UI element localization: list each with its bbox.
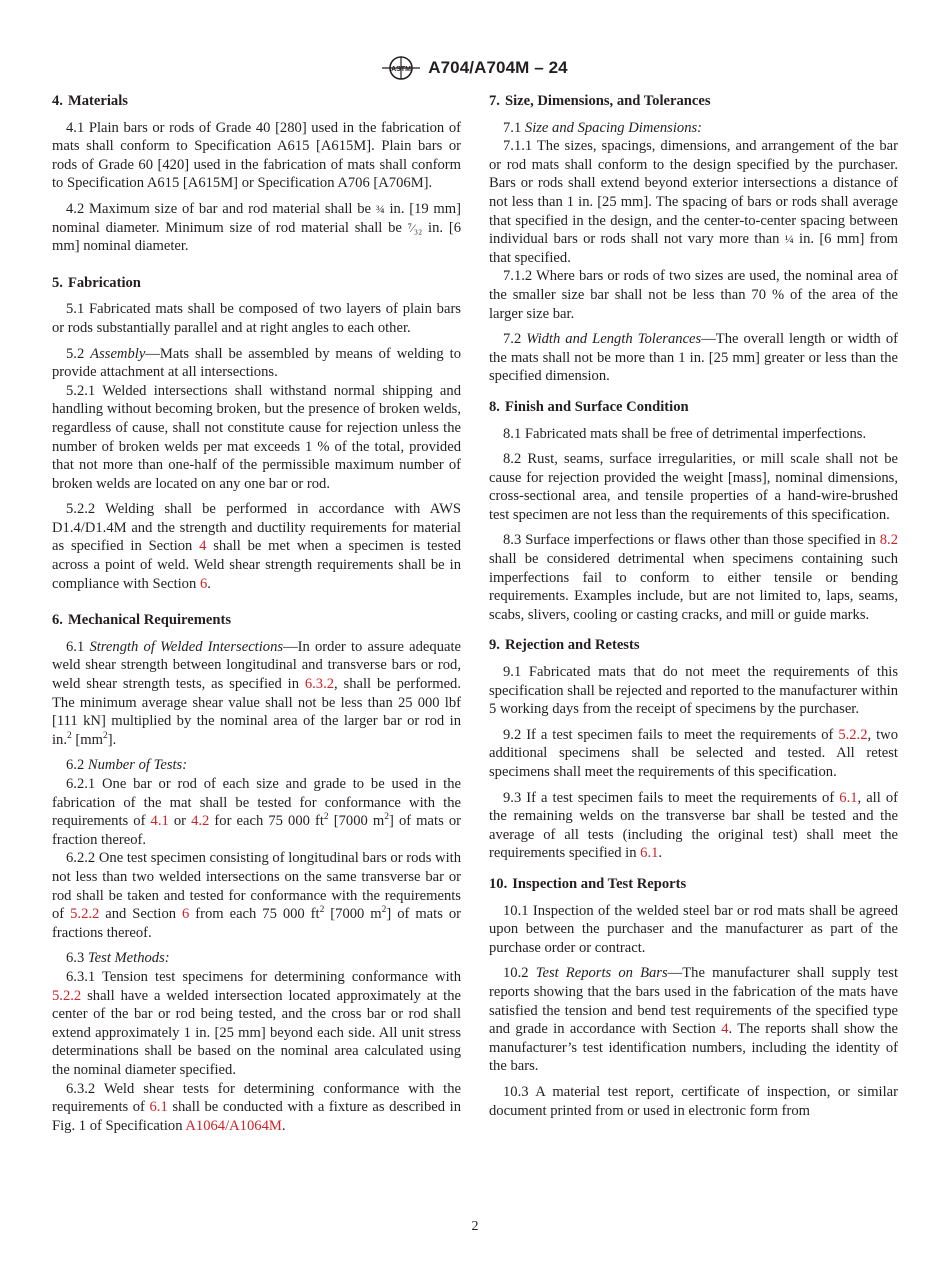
text-run: 10.2	[503, 965, 536, 982]
paragraph-10-2	[489, 964, 898, 1076]
paragraph-4-2	[52, 200, 461, 256]
text-run: 6.2	[66, 757, 88, 774]
superscript: 2	[102, 730, 108, 741]
section-6	[52, 611, 461, 1135]
paragraph-5-2	[52, 345, 461, 382]
superscript: 2	[384, 812, 389, 823]
fraction: ¼	[784, 232, 794, 247]
italic-term: Width and Length Tolerances	[526, 331, 702, 348]
section-link[interactable]: 4.1	[150, 813, 169, 830]
section-title: Fabrication	[67, 274, 141, 291]
paragraph-9-1: 9.1 Fabricated mats that do not meet the requirements of this specification shall be rejected and reported to the manufacturer within 5 working days from the receipt of specimens by the purchaser.	[489, 664, 898, 718]
header-inner	[382, 56, 567, 80]
superscript: 2	[323, 812, 329, 823]
paragraph-5-2-2	[52, 500, 461, 593]
paragraph-8-2: 8.2 Rust, seams, surface irregularities, or mill scale shall not be cause for rejection provided the weight [mass], nominal dimensions, cross-sectional area, and tensile properties of a hand-wire-brushed test specimen are not less than the requirements of this specification.	[489, 451, 898, 523]
text-run: for each 75 000 ft	[209, 813, 324, 830]
paragraph-6-3-1	[52, 968, 461, 1080]
paragraph-10-3: 10.3 A material test report, certificate of inspection, or similar document printed from or used in electronic form from	[489, 1083, 898, 1119]
paragraph-6-2-1	[52, 775, 461, 849]
text-run: 6.2.1 One bar or rod of each size and grade to be used in the fabrication of the mat shall be tested for conformance with the requirements of	[52, 776, 461, 830]
section-title: Size, Dimensions, and Tolerances	[504, 93, 711, 109]
text-run: in. [6 mm] nominal diameter.	[52, 219, 461, 255]
paragraph-7-1	[489, 119, 898, 138]
section-title: Rejection and Retests	[504, 637, 640, 654]
text-run: —The overall length or width of the mats shall not be more than 1 in. [25 mm] greater or less than the specified dimension.	[489, 331, 898, 385]
paragraph-4-1: 4.1 Plain bars or rods of Grade 40 [280] used in the fabrication of mats shall conform to Specification A615 [A615M]. Plain bars or rods of Grade 60 [420] used in the fabrication of mats shall conform to Specification A615 [A615M] or Specification A706 [A706M].	[52, 119, 461, 192]
section-9	[489, 636, 898, 863]
section-heading	[52, 611, 461, 630]
section-link[interactable]: 4	[721, 1021, 729, 1038]
italic-term: Assembly	[90, 345, 146, 362]
section-link[interactable]: 6.1	[149, 1099, 168, 1116]
page-number: 2	[471, 1219, 479, 1234]
section-7	[489, 92, 898, 386]
section-link[interactable]: 5.2.2	[52, 987, 82, 1004]
superscript: 2	[319, 905, 325, 916]
text-run: 5.2.2 Welding shall be performed in accordance with AWS D1.4/D1.4M and the strength and ductility requirements for material as specified in Section	[52, 501, 461, 555]
text-run: 7.1.1 The sizes, spacings, dimensions, and arrangement of the bar or rod mats shall conform to the design specified by the purchaser. Bars or rods shall extend beyond exterior intersections a distance of not less than 1 in. [25 mm]. The spacing of bars or rods shall average that specified in the design, and the center-to-center spacing between individual bars or rods shall not vary more than	[489, 138, 898, 248]
italic-term: Size and Spacing Dimensions:	[524, 119, 703, 136]
paragraph-8-3	[489, 531, 898, 624]
text-run: 4.2 Maximum size of bar and rod material shall be	[66, 200, 376, 217]
paragraph-10-1: 10.1 Inspection of the welded steel bar or rod mats shall be agreed upon between the purchaser and the manufacturer as part of the purchase order or contract.	[489, 902, 898, 956]
paragraph-5-1: 5.1 Fabricated mats shall be composed of two layers of plain bars or rods substantially parallel and at right angles to each other.	[52, 301, 461, 336]
text-run: .	[281, 1117, 286, 1134]
paragraph-7-2	[489, 330, 898, 386]
section-title: Materials	[67, 93, 128, 109]
section-number: 8.	[489, 398, 500, 415]
section-number: 9.	[489, 637, 500, 654]
text-run: ] of mats or fractions thereof.	[52, 906, 462, 941]
italic-term: Test Reports on Bars	[535, 965, 668, 982]
section-title: Inspection and Test Reports	[512, 875, 687, 892]
fraction: ⁷⁄₃₂	[407, 220, 423, 235]
text-run: shall be conducted with a fixture as described in Fig. 1 of Specification	[52, 1099, 461, 1134]
text-run: . The reports shall show the manufacturer’s test identification numbers, including the identity of the bars.	[489, 1021, 898, 1075]
text-run: 6.3.2 Weld shear tests for determining conformance with the requirements of	[52, 1080, 461, 1116]
text-run: —The manufacturer shall supply test reports showing that the bars used in the fabrication of the mats have satisfied the tension and bend test requirements of the specified type and grade in accordance with Section	[489, 965, 899, 1038]
text-run: 9.2 If a test specimen fails to meet the requirements of	[503, 726, 839, 743]
section-5	[52, 274, 461, 594]
text-run: and Section	[99, 906, 183, 923]
text-run: [mm	[71, 731, 103, 748]
text-run: [7000 m	[328, 813, 385, 830]
text-run: in. [19 mm] nominal diameter. Minimum size of rod material shall be	[52, 200, 461, 236]
text-run: shall be met when a specimen is tested across a point of weld. Weld shear strength requirements shall be in compliance with Section	[52, 538, 461, 592]
text-run: 7.1	[503, 119, 525, 136]
text-run: —In order to assure adequate weld shear strength between longitudinal and transverse bars or rod, weld shear strength tests, as specified in	[52, 638, 462, 693]
paragraph-9-3	[489, 789, 898, 863]
section-link[interactable]: 4	[199, 538, 207, 555]
specification-link[interactable]: A1064/A1064M	[185, 1117, 282, 1134]
section-link[interactable]: 6	[199, 575, 208, 592]
superscript: 2	[381, 905, 387, 916]
section-heading	[52, 274, 461, 293]
text-run: 6.1	[66, 638, 90, 655]
text-run: , shall be performed. The minimum average shear value shall not be less than 25 000 lbf [111 kN] multiplied by the nominal area of the larger bar or rod in in.	[52, 676, 461, 748]
paragraph-6-3	[52, 949, 461, 968]
italic-term: Test Methods:	[87, 950, 170, 967]
section-4	[52, 92, 461, 256]
section-link[interactable]: 5.2.2	[838, 726, 868, 743]
section-heading	[52, 92, 461, 111]
italic-term: Strength of Welded Intersections	[89, 638, 284, 655]
text-run: ].	[107, 731, 117, 748]
page-header	[0, 56, 950, 84]
text-run: 6.2.2 One test specimen consisting of longitudinal bars or rods with not less than two welded intersections on the same transverse bar or rod shall be taken and tested for conformance with the requirements of	[52, 850, 461, 923]
text-run: from each 75 000 ft	[189, 906, 320, 923]
logo-text: ASTM	[391, 66, 412, 73]
text-run: 9.3 If a test specimen fails to meet the requirements of	[503, 789, 840, 806]
text-run: [7000 m	[324, 906, 382, 923]
text-run: , two additional specimens shall be selected and tested. All retest specimens shall meet the requirements of this specification.	[489, 726, 898, 780]
section-10	[489, 875, 898, 1120]
text-run: .	[207, 575, 211, 592]
text-run: .	[658, 845, 663, 862]
section-link[interactable]: 5.2.2	[70, 906, 100, 923]
italic-term: Number of Tests:	[87, 757, 188, 774]
section-number: 5.	[52, 274, 63, 291]
text-run: 6.3.1 Tension test specimens for determining conformance with	[66, 968, 461, 985]
text-run: 5.2	[66, 345, 91, 362]
section-number: 10.	[489, 875, 508, 892]
section-number: 4.	[52, 93, 63, 109]
text-run: in. [6 mm] from that specified.	[489, 231, 898, 266]
paragraph-7-1-2: 7.1.2 Where bars or rods of two sizes are used, the nominal area of the smaller size bar shall not be less than 70 % of the area of the larger size bar.	[489, 268, 898, 322]
section-heading	[489, 875, 898, 894]
text-run: 6.3	[66, 950, 88, 967]
paragraph-9-2	[489, 726, 898, 782]
superscript: 2	[67, 730, 72, 741]
text-run: —Mats shall be assembled by means of welding to provide attachment at all intersections.	[52, 345, 462, 381]
paragraph-5-2-1: 5.2.1 Welded intersections shall withstand normal shipping and handling without becoming broken, but the presence of broken welds, regardless of cause, shall not constitute cause for rejection unless the number of broken welds per mat exceeds 1 % of the total, provided that not more than one-half of the permissible maximum number of broken welds are located on any one bar or rod.	[52, 382, 461, 492]
section-title: Mechanical Requirements	[67, 612, 232, 629]
text-run: 7.2	[503, 331, 527, 348]
paragraph-7-1-1	[489, 137, 898, 267]
section-link[interactable]: 8.2	[879, 532, 898, 549]
text-run: , all of the remaining welds on the transverse bar shall be tested and the average of all tests (including the original test) shall meet the requirements specified in	[489, 789, 898, 862]
section-link[interactable]: 6.3.2	[304, 676, 335, 693]
text-run: shall have a welded intersection located approximately at the center of the bar or rod being tested, and the cross bar or rod shall extend approximately 1 in. [25 mm] beyond each side. All unit stress determinations shall be based on the nominal area calculated using the nominal diameter specified.	[52, 987, 461, 1078]
section-heading	[489, 636, 898, 655]
section-link[interactable]: 6.1	[839, 789, 858, 806]
right-column	[489, 92, 898, 1120]
text-run: 8.3 Surface imperfections or flaws other than those specified in	[503, 532, 880, 549]
section-heading	[489, 398, 898, 417]
paragraph-6-2-2	[52, 849, 461, 942]
section-link[interactable]: 6	[182, 906, 190, 923]
astm-logo-icon	[382, 56, 420, 80]
section-title: Finish and Surface Condition	[504, 398, 689, 415]
section-number: 7.	[489, 93, 500, 109]
paragraph-8-1: 8.1 Fabricated mats shall be free of detrimental imperfections.	[503, 425, 867, 442]
section-number: 6.	[52, 612, 63, 629]
left-column	[52, 92, 461, 1135]
paragraph-6-2	[52, 756, 461, 775]
paragraph-6-3-2	[52, 1080, 461, 1136]
fraction: ¾	[375, 201, 385, 216]
text-run: or	[168, 813, 192, 830]
section-link[interactable]: 6.1	[640, 845, 659, 862]
text-run: shall be considered detrimental when specimens containing such imperfections fail to conform to either tensile or bending requirements. Examples include, but are not limited to, laps, seams, scabs, slivers, cooling or casting cracks, and mill or guide marks.	[489, 551, 898, 623]
text-run: ] of mats or fraction thereof.	[52, 813, 461, 848]
section-8	[489, 398, 898, 625]
section-heading	[489, 92, 898, 111]
paragraph-6-1	[52, 638, 461, 750]
document-id: A704/A704M – 24	[428, 58, 568, 77]
section-link[interactable]: 4.2	[191, 813, 210, 830]
